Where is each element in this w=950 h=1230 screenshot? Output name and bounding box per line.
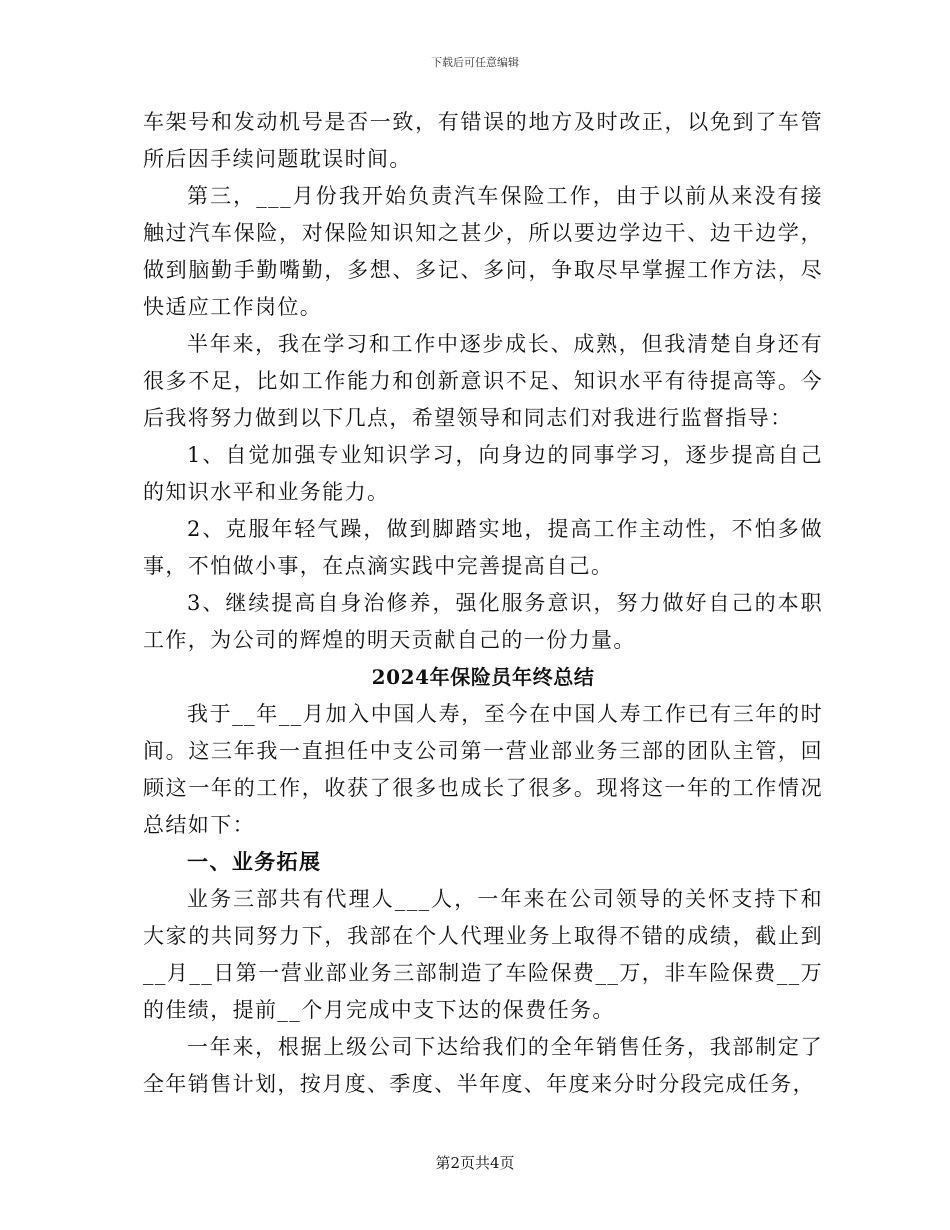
paragraph-business-results: 业务三部共有代理人___人，一年来在公司领导的关怀支持下和大家的共同努力下，我部在个人代理业务上取得不错的成绩，截止到__月__日第一营业部业务三部制造了车险保费__万，非车险保费__万的佳绩，提前__个月完成中支下达的保费任务。	[143, 887, 823, 1022]
list-item-2: 2、克服年轻气躁，做到脚踏实地，提高工作主动性，不怕多做事，不怕做小事，在点滴实践中完善提高自己。	[143, 517, 823, 578]
paragraph-half-year: 半年来，我在学习和工作中逐步成长、成熟，但我清楚自身还有很多不足，比如工作能力和创新意识不足、知识水平有待提高等。今后我将努力做到以下几点，希望领导和同志们对我进行监督指导：	[143, 332, 823, 430]
list-item-3: 3、继续提高自身治修养，强化服务意识，努力做好自己的本职工作，为公司的辉煌的明天贡献自己的一份力量。	[143, 591, 823, 652]
document-body	[143, 104, 823, 1103]
paragraph-third-point: 第三，___月份我开始负责汽车保险工作，由于以前从来没有接触过汽车保险，对保险知识知之甚少，所以要边学边干、边干边学，做到脑勤手勤嘴勤，多想、多记、多问，争取尽早掌握工作方法，尽快适应工作岗位。	[143, 184, 823, 319]
page-footer: 第2页共4页	[435, 1154, 515, 1172]
paragraph-intro: 我于__年__月加入中国人寿，至今在中国人寿工作已有三年的时间。这三年我一直担任中支公司第一营业部业务三部的团队主管，回顾这一年的工作，收获了很多也成长了很多。现将这一年的工作情况总结如下：	[143, 702, 823, 837]
paragraph-sales-plan: 一年来，根据上级公司下达给我们的全年销售任务，我部制定了全年销售计划，按月度、季度、半年度、年度来分时分段完成任务，	[143, 1035, 823, 1096]
subheading-business: 一、业务拓展	[187, 850, 322, 874]
list-item-1: 1、自觉加强专业知识学习，向身边的同事学习，逐步提高自己的知识水平和业务能力。	[143, 443, 823, 504]
section-title: 2024年保险员年终总结	[371, 665, 595, 689]
paragraph-continuation: 车架号和发动机号是否一致，有错误的地方及时改正，以免到了车管所后因手续问题耽误时间。	[143, 110, 823, 171]
page-header: 下载后可任意编辑	[431, 56, 519, 69]
